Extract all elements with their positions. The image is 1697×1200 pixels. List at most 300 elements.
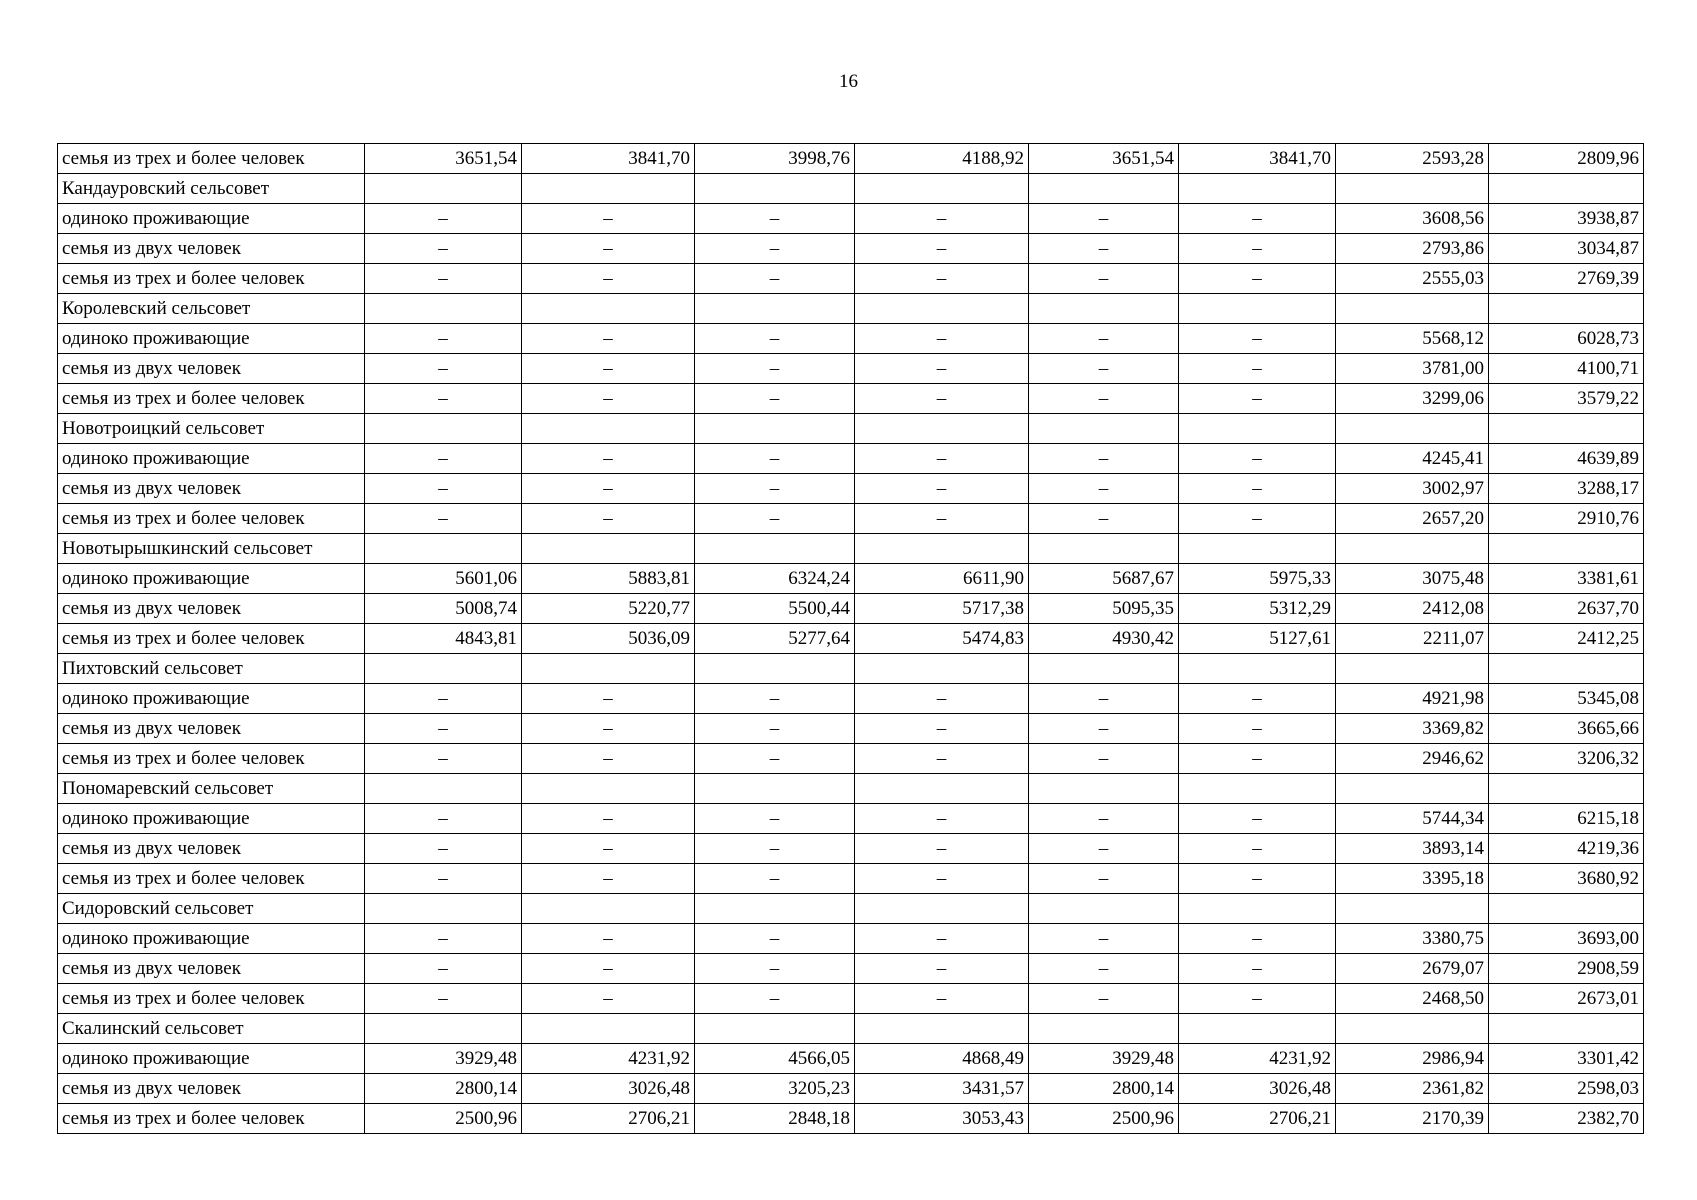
table-cell bbox=[365, 294, 522, 324]
table-row bbox=[58, 444, 1644, 474]
table-cell: – bbox=[1029, 864, 1179, 894]
table-cell: 4843,81 bbox=[365, 624, 522, 654]
table-cell: – bbox=[522, 714, 695, 744]
table-cell: – bbox=[695, 714, 855, 744]
table-cell: – bbox=[1029, 384, 1179, 414]
table-row bbox=[58, 534, 1644, 564]
table-row bbox=[58, 864, 1644, 894]
table-cell: – bbox=[365, 744, 522, 774]
row-label: семья из двух человек bbox=[58, 1074, 365, 1104]
table-cell: – bbox=[1179, 384, 1336, 414]
table-cell: – bbox=[522, 744, 695, 774]
table-row bbox=[58, 594, 1644, 624]
table-row bbox=[58, 474, 1644, 504]
table-row bbox=[58, 774, 1644, 804]
table-cell: 2809,96 bbox=[1489, 144, 1644, 174]
table-row bbox=[58, 894, 1644, 924]
table-cell: 2412,25 bbox=[1489, 624, 1644, 654]
table-cell: 2593,28 bbox=[1336, 144, 1489, 174]
table-cell: – bbox=[695, 324, 855, 354]
table-cell: 4219,36 bbox=[1489, 834, 1644, 864]
table-cell: – bbox=[1179, 804, 1336, 834]
table-cell: – bbox=[855, 954, 1029, 984]
table-cell: – bbox=[522, 924, 695, 954]
table-cell: – bbox=[1179, 264, 1336, 294]
table-cell bbox=[522, 654, 695, 684]
table-cell: – bbox=[522, 684, 695, 714]
table-row bbox=[58, 1104, 1644, 1134]
table-cell bbox=[1179, 414, 1336, 444]
table-cell: 2706,21 bbox=[1179, 1104, 1336, 1134]
table-row bbox=[58, 624, 1644, 654]
table-cell: 2637,70 bbox=[1489, 594, 1644, 624]
table-cell: 3929,48 bbox=[365, 1044, 522, 1074]
table-cell: – bbox=[1029, 834, 1179, 864]
table-cell: 4639,89 bbox=[1489, 444, 1644, 474]
table-cell bbox=[365, 894, 522, 924]
table-cell: – bbox=[365, 324, 522, 354]
table-cell: – bbox=[1179, 984, 1336, 1014]
table-cell: – bbox=[1179, 834, 1336, 864]
table-cell bbox=[1336, 294, 1489, 324]
table-cell bbox=[1029, 1014, 1179, 1044]
table-row bbox=[58, 924, 1644, 954]
table-cell bbox=[1336, 174, 1489, 204]
table-cell bbox=[1336, 894, 1489, 924]
table-cell: 2468,50 bbox=[1336, 984, 1489, 1014]
table-cell: 4231,92 bbox=[522, 1044, 695, 1074]
table-cell bbox=[365, 654, 522, 684]
table-cell: – bbox=[695, 264, 855, 294]
table-cell bbox=[1179, 294, 1336, 324]
table-cell bbox=[522, 534, 695, 564]
table-cell: – bbox=[855, 804, 1029, 834]
table-cell: 5568,12 bbox=[1336, 324, 1489, 354]
table-cell bbox=[1029, 414, 1179, 444]
table-cell: – bbox=[365, 924, 522, 954]
table-cell bbox=[1489, 174, 1644, 204]
table-cell bbox=[1336, 1014, 1489, 1044]
table-cell: 2706,21 bbox=[522, 1104, 695, 1134]
table-cell: 5474,83 bbox=[855, 624, 1029, 654]
table-cell bbox=[1179, 654, 1336, 684]
table-cell: 2769,39 bbox=[1489, 264, 1644, 294]
table-cell bbox=[855, 774, 1029, 804]
table-cell: – bbox=[1029, 264, 1179, 294]
row-label: семья из двух человек bbox=[58, 834, 365, 864]
table-cell bbox=[522, 894, 695, 924]
table-cell: 2412,08 bbox=[1336, 594, 1489, 624]
table-cell: 3841,70 bbox=[1179, 144, 1336, 174]
table-cell: 3665,66 bbox=[1489, 714, 1644, 744]
table-cell: 3002,97 bbox=[1336, 474, 1489, 504]
table-cell bbox=[1489, 534, 1644, 564]
table-cell: 3431,57 bbox=[855, 1074, 1029, 1104]
table-cell: – bbox=[1029, 444, 1179, 474]
table-cell: 5601,06 bbox=[365, 564, 522, 594]
table-cell: – bbox=[855, 354, 1029, 384]
table-cell bbox=[1489, 294, 1644, 324]
table-cell: – bbox=[1029, 204, 1179, 234]
table-cell: – bbox=[365, 954, 522, 984]
row-label: одиноко проживающие bbox=[58, 444, 365, 474]
table-cell: 4921,98 bbox=[1336, 684, 1489, 714]
table-cell: – bbox=[522, 834, 695, 864]
table-cell bbox=[855, 414, 1029, 444]
table-cell: 5345,08 bbox=[1489, 684, 1644, 714]
table-cell: 3205,23 bbox=[695, 1074, 855, 1104]
table-cell: 2170,39 bbox=[1336, 1104, 1489, 1134]
table-cell bbox=[1029, 174, 1179, 204]
table-cell bbox=[695, 774, 855, 804]
table-cell: – bbox=[1029, 354, 1179, 384]
table-cell: 3299,06 bbox=[1336, 384, 1489, 414]
table-cell bbox=[365, 1014, 522, 1044]
table-cell bbox=[522, 774, 695, 804]
table-cell bbox=[1489, 774, 1644, 804]
table-cell: – bbox=[522, 504, 695, 534]
table-cell: – bbox=[365, 204, 522, 234]
table-cell: – bbox=[695, 954, 855, 984]
table-cell bbox=[1179, 774, 1336, 804]
table-cell: 3026,48 bbox=[1179, 1074, 1336, 1104]
table-cell: – bbox=[695, 204, 855, 234]
table-cell bbox=[1029, 654, 1179, 684]
row-label: Скалинский сельсовет bbox=[58, 1014, 365, 1044]
table-cell: 3026,48 bbox=[522, 1074, 695, 1104]
table-cell bbox=[695, 174, 855, 204]
table-cell: – bbox=[1029, 714, 1179, 744]
table-cell: 3369,82 bbox=[1336, 714, 1489, 744]
row-label: одиноко проживающие bbox=[58, 1044, 365, 1074]
table-cell: 2910,76 bbox=[1489, 504, 1644, 534]
table-cell: – bbox=[695, 444, 855, 474]
table-row bbox=[58, 564, 1644, 594]
row-label: семья из трех и более человек bbox=[58, 504, 365, 534]
table-cell: – bbox=[365, 234, 522, 264]
row-label: семья из двух человек bbox=[58, 474, 365, 504]
table-cell: 5500,44 bbox=[695, 594, 855, 624]
table-cell: 3034,87 bbox=[1489, 234, 1644, 264]
table-cell: – bbox=[855, 984, 1029, 1014]
table-cell bbox=[855, 654, 1029, 684]
table-cell: – bbox=[695, 384, 855, 414]
table-cell: – bbox=[855, 234, 1029, 264]
table-cell: 2657,20 bbox=[1336, 504, 1489, 534]
table-row bbox=[58, 234, 1644, 264]
table-cell: – bbox=[855, 714, 1029, 744]
table-cell bbox=[855, 534, 1029, 564]
table-cell bbox=[1179, 1014, 1336, 1044]
row-label: семья из трех и более человек bbox=[58, 1104, 365, 1134]
table-cell: 5277,64 bbox=[695, 624, 855, 654]
table-cell: – bbox=[1179, 864, 1336, 894]
table-cell: 5036,09 bbox=[522, 624, 695, 654]
table-cell: – bbox=[365, 984, 522, 1014]
row-label: семья из трех и более человек bbox=[58, 984, 365, 1014]
table-cell: – bbox=[365, 354, 522, 384]
table-cell: 5127,61 bbox=[1179, 624, 1336, 654]
table-cell: 3893,14 bbox=[1336, 834, 1489, 864]
table-cell: 3608,56 bbox=[1336, 204, 1489, 234]
table-cell: – bbox=[695, 864, 855, 894]
table-cell bbox=[1489, 654, 1644, 684]
table-cell: 5220,77 bbox=[522, 594, 695, 624]
table-cell: 5883,81 bbox=[522, 564, 695, 594]
table-cell: – bbox=[855, 864, 1029, 894]
table-cell: 4231,92 bbox=[1179, 1044, 1336, 1074]
table-cell: – bbox=[855, 924, 1029, 954]
row-label: одиноко проживающие bbox=[58, 564, 365, 594]
table-row bbox=[58, 684, 1644, 714]
table-cell: – bbox=[1179, 234, 1336, 264]
table-cell: 2673,01 bbox=[1489, 984, 1644, 1014]
table-cell: – bbox=[855, 264, 1029, 294]
table-cell: – bbox=[1179, 204, 1336, 234]
table-cell: – bbox=[522, 234, 695, 264]
table-cell: 5744,34 bbox=[1336, 804, 1489, 834]
row-label: семья из трех и более человек bbox=[58, 624, 365, 654]
table-row bbox=[58, 1044, 1644, 1074]
table-cell bbox=[365, 174, 522, 204]
table-cell bbox=[695, 414, 855, 444]
table-row bbox=[58, 504, 1644, 534]
table-cell: – bbox=[1029, 804, 1179, 834]
table-cell bbox=[1179, 534, 1336, 564]
row-label: Королевский сельсовет bbox=[58, 294, 365, 324]
row-label: семья из трех и более человек bbox=[58, 264, 365, 294]
table-cell: – bbox=[1029, 984, 1179, 1014]
table-row bbox=[58, 984, 1644, 1014]
table-cell bbox=[522, 174, 695, 204]
table-cell: – bbox=[522, 384, 695, 414]
table-cell: 2800,14 bbox=[1029, 1074, 1179, 1104]
table-cell bbox=[1336, 654, 1489, 684]
table-cell: – bbox=[365, 474, 522, 504]
table-cell: – bbox=[522, 474, 695, 504]
table-cell bbox=[695, 294, 855, 324]
row-label: семья из двух человек bbox=[58, 714, 365, 744]
table-cell: 3206,32 bbox=[1489, 744, 1644, 774]
table-cell: 6324,24 bbox=[695, 564, 855, 594]
table-cell bbox=[1489, 894, 1644, 924]
row-label: семья из двух человек bbox=[58, 594, 365, 624]
row-label: одиноко проживающие bbox=[58, 684, 365, 714]
row-label: одиноко проживающие bbox=[58, 324, 365, 354]
table-cell: – bbox=[365, 714, 522, 744]
table-cell: – bbox=[695, 474, 855, 504]
table-cell: 3680,92 bbox=[1489, 864, 1644, 894]
table-cell bbox=[695, 1014, 855, 1044]
table-cell: – bbox=[1179, 324, 1336, 354]
table-row bbox=[58, 204, 1644, 234]
table-row bbox=[58, 744, 1644, 774]
table-row bbox=[58, 804, 1644, 834]
row-label: одиноко проживающие bbox=[58, 924, 365, 954]
table-cell: – bbox=[1029, 234, 1179, 264]
table-cell: 6215,18 bbox=[1489, 804, 1644, 834]
table-cell bbox=[365, 534, 522, 564]
table-row bbox=[58, 384, 1644, 414]
table-row bbox=[58, 714, 1644, 744]
table-cell: 2986,94 bbox=[1336, 1044, 1489, 1074]
table-cell: 3053,43 bbox=[855, 1104, 1029, 1134]
table-cell: – bbox=[855, 504, 1029, 534]
table-cell: – bbox=[1179, 954, 1336, 984]
table-row bbox=[58, 144, 1644, 174]
table-cell: – bbox=[695, 684, 855, 714]
table-cell: 2679,07 bbox=[1336, 954, 1489, 984]
table-cell: 2800,14 bbox=[365, 1074, 522, 1104]
row-label: семья из трех и более человек bbox=[58, 384, 365, 414]
table-cell bbox=[1336, 774, 1489, 804]
table-cell: 2500,96 bbox=[365, 1104, 522, 1134]
table-cell: – bbox=[1029, 504, 1179, 534]
row-label: Сидоровский сельсовет bbox=[58, 894, 365, 924]
row-label: семья из двух человек bbox=[58, 954, 365, 984]
table-cell: 2598,03 bbox=[1489, 1074, 1644, 1104]
table-cell: – bbox=[695, 744, 855, 774]
table-cell: 4188,92 bbox=[855, 144, 1029, 174]
table-cell bbox=[1029, 894, 1179, 924]
table-cell: – bbox=[522, 804, 695, 834]
table-cell bbox=[695, 534, 855, 564]
page-number: 16 bbox=[839, 71, 858, 92]
row-label: одиноко проживающие bbox=[58, 204, 365, 234]
table-cell: – bbox=[1179, 714, 1336, 744]
table-cell: 2382,70 bbox=[1489, 1104, 1644, 1134]
table-body bbox=[58, 144, 1644, 1134]
table-cell: – bbox=[695, 504, 855, 534]
table-row bbox=[58, 294, 1644, 324]
table-cell: – bbox=[365, 864, 522, 894]
table-cell bbox=[1489, 1014, 1644, 1044]
table-row bbox=[58, 1014, 1644, 1044]
table-cell: – bbox=[365, 804, 522, 834]
table-cell: 3380,75 bbox=[1336, 924, 1489, 954]
table-cell: – bbox=[1029, 324, 1179, 354]
table-cell: 3781,00 bbox=[1336, 354, 1489, 384]
table-cell: 3579,22 bbox=[1489, 384, 1644, 414]
table-cell: 4566,05 bbox=[695, 1044, 855, 1074]
table-cell: – bbox=[365, 684, 522, 714]
table-cell: 4100,71 bbox=[1489, 354, 1644, 384]
row-label: Новотроицкий сельсовет bbox=[58, 414, 365, 444]
table-cell bbox=[522, 414, 695, 444]
table-cell: – bbox=[1029, 474, 1179, 504]
table-row bbox=[58, 834, 1644, 864]
table-cell: 2555,03 bbox=[1336, 264, 1489, 294]
table-cell bbox=[1029, 294, 1179, 324]
table-cell: 5687,67 bbox=[1029, 564, 1179, 594]
table-cell: – bbox=[522, 954, 695, 984]
row-label: семья из трех и более человек bbox=[58, 864, 365, 894]
table-cell: – bbox=[1179, 684, 1336, 714]
table-cell: – bbox=[855, 204, 1029, 234]
table-cell: 3998,76 bbox=[695, 144, 855, 174]
table-cell: 3651,54 bbox=[365, 144, 522, 174]
table-cell bbox=[1179, 174, 1336, 204]
table-cell bbox=[695, 654, 855, 684]
tariff-table bbox=[57, 143, 1644, 1134]
table-cell: – bbox=[522, 204, 695, 234]
table-cell: – bbox=[695, 834, 855, 864]
table-cell: 3381,61 bbox=[1489, 564, 1644, 594]
table-cell: – bbox=[522, 354, 695, 384]
table-cell bbox=[855, 174, 1029, 204]
table-cell: 3929,48 bbox=[1029, 1044, 1179, 1074]
table-cell bbox=[522, 294, 695, 324]
table-cell: 4930,42 bbox=[1029, 624, 1179, 654]
table-cell: 2500,96 bbox=[1029, 1104, 1179, 1134]
table-cell: – bbox=[365, 384, 522, 414]
table-row bbox=[58, 654, 1644, 684]
table-cell: – bbox=[1179, 744, 1336, 774]
table-cell: 2793,86 bbox=[1336, 234, 1489, 264]
row-label: семья из трех и более человек bbox=[58, 144, 365, 174]
table-cell: 5312,29 bbox=[1179, 594, 1336, 624]
table-cell: 3395,18 bbox=[1336, 864, 1489, 894]
table-cell bbox=[695, 894, 855, 924]
table-cell: 2908,59 bbox=[1489, 954, 1644, 984]
row-label: Кандауровский сельсовет bbox=[58, 174, 365, 204]
table-cell: – bbox=[522, 984, 695, 1014]
table-cell: 6611,90 bbox=[855, 564, 1029, 594]
table-cell: – bbox=[695, 984, 855, 1014]
table-cell: – bbox=[1179, 354, 1336, 384]
row-label: семья из двух человек bbox=[58, 354, 365, 384]
row-label: семья из двух человек bbox=[58, 234, 365, 264]
row-label: семья из трех и более человек bbox=[58, 744, 365, 774]
table-cell: 5717,38 bbox=[855, 594, 1029, 624]
table-cell: – bbox=[365, 834, 522, 864]
table-cell: – bbox=[855, 324, 1029, 354]
table-cell: – bbox=[1029, 744, 1179, 774]
table-cell: 3693,00 bbox=[1489, 924, 1644, 954]
table-cell bbox=[1336, 414, 1489, 444]
table-cell: – bbox=[365, 264, 522, 294]
table-cell: – bbox=[855, 444, 1029, 474]
table-cell: 6028,73 bbox=[1489, 324, 1644, 354]
table-row bbox=[58, 324, 1644, 354]
table-row bbox=[58, 354, 1644, 384]
table-cell: – bbox=[855, 834, 1029, 864]
table-cell: – bbox=[1179, 444, 1336, 474]
table-cell: 3651,54 bbox=[1029, 144, 1179, 174]
table-cell: – bbox=[1179, 924, 1336, 954]
table-cell: – bbox=[855, 744, 1029, 774]
table-cell bbox=[522, 1014, 695, 1044]
table-cell: – bbox=[695, 924, 855, 954]
table-cell bbox=[365, 774, 522, 804]
table-cell: 4868,49 bbox=[855, 1044, 1029, 1074]
table-cell: – bbox=[855, 474, 1029, 504]
table-cell: – bbox=[1029, 954, 1179, 984]
table-cell bbox=[1029, 774, 1179, 804]
table-cell: – bbox=[365, 504, 522, 534]
table-row bbox=[58, 414, 1644, 444]
table-cell: – bbox=[365, 444, 522, 474]
table-cell: 3841,70 bbox=[522, 144, 695, 174]
table-cell: – bbox=[522, 324, 695, 354]
table-cell: – bbox=[695, 354, 855, 384]
table-cell: 5008,74 bbox=[365, 594, 522, 624]
table-cell: – bbox=[1179, 474, 1336, 504]
table-cell bbox=[365, 414, 522, 444]
table-cell bbox=[1029, 534, 1179, 564]
table-row bbox=[58, 174, 1644, 204]
table-cell: – bbox=[695, 804, 855, 834]
